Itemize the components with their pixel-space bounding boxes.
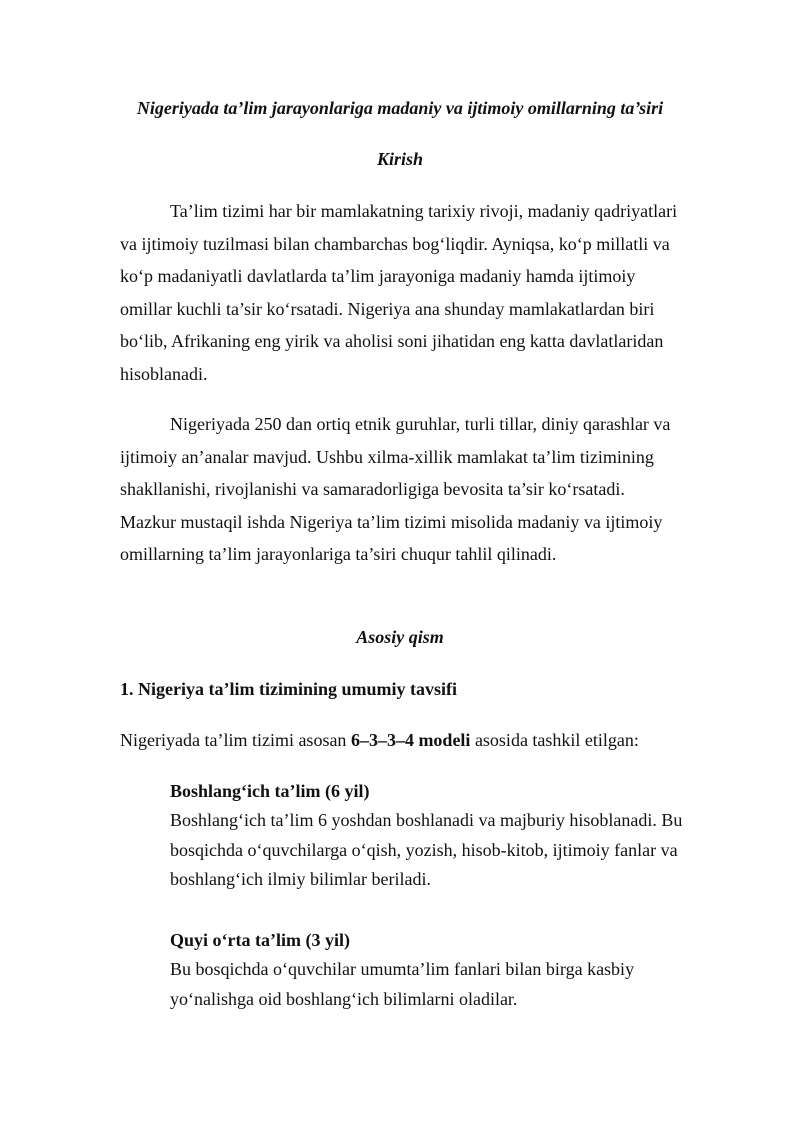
list-item-title: Boshlang‘ich ta’lim (6 yil) — [170, 781, 370, 801]
section-1-lead-text-end: asosida tashkil etilgan: — [470, 730, 639, 750]
section-1-heading: 1. Nigeriya ta’lim tizimining umumiy tavsifi — [120, 679, 457, 699]
section-1-lead-text: Nigeriyada ta’lim tizimi asosan — [120, 730, 351, 750]
section-1-lead-bold: 6–3–3–4 modeli — [350, 730, 471, 750]
section-1-lead — [120, 725, 680, 755]
document-title: Nigeriyada ta’lim jarayonlariga madaniy va ijtimoiy omillarning ta’siri — [136, 98, 664, 118]
list-item-lower-secondary-education — [170, 927, 690, 1014]
intro-paragraph-2: Nigeriyada 250 dan ortiq etnik guruhlar, turli tillar, diniy qarashlar va ijtimoiy an’analar mavjud. Ushbu xilma-xillik mamlakat ta’lim tizimining shakllanishi, rivojlanishi va samaradorligiga bevosita ta’sir ko‘rsatadi. Mazkur mustaqil ishda Nigeriya ta’lim tizimi misolida madaniy va ijtimoiy omillarning ta’lim jarayonlariga ta’siri chuqur tahlil qilinadi. — [120, 414, 671, 564]
list-item-primary-education — [170, 778, 690, 895]
list-item-title: Quyi o‘rta ta’lim (3 yil) — [170, 930, 350, 950]
main-heading: Asosiy qism — [356, 627, 444, 647]
list-item-body: Bu bosqichda o‘quvchilar umumta’lim fanlari bilan birga kasbiy yo‘nalishga oid boshlang‘ich bilimlarni oladilar. — [170, 959, 635, 1009]
list-item-body: Boshlang‘ich ta’lim 6 yoshdan boshlanadi va majburiy hisoblanadi. Bu bosqichda o‘quvchilarga o‘qish, yozish, hisob-kitob, ijtimoiy fanlar va boshlang‘ich ilmiy bilimlar beriladi. — [170, 810, 683, 889]
intro-heading: Kirish — [376, 149, 424, 169]
intro-paragraph-1: Ta’lim tizimi har bir mamlakatning tarixiy rivoji, madaniy qadriyatlari va ijtimoiy tuzilmasi bilan chambarchas bog‘liqdir. Ayniqsa, ko‘p millatli va ko‘p madaniyatli davlatlarda ta’lim jarayoniga madaniy hamda ijtimoiy omillar kuchli ta’sir ko‘rsatadi. Nigeriya ana shunday mamlakatlardan biri bo‘lib, Afrikaning eng yirik va aholisi soni jihatidan eng katta davlatlaridan hisoblanadi. — [120, 201, 678, 384]
